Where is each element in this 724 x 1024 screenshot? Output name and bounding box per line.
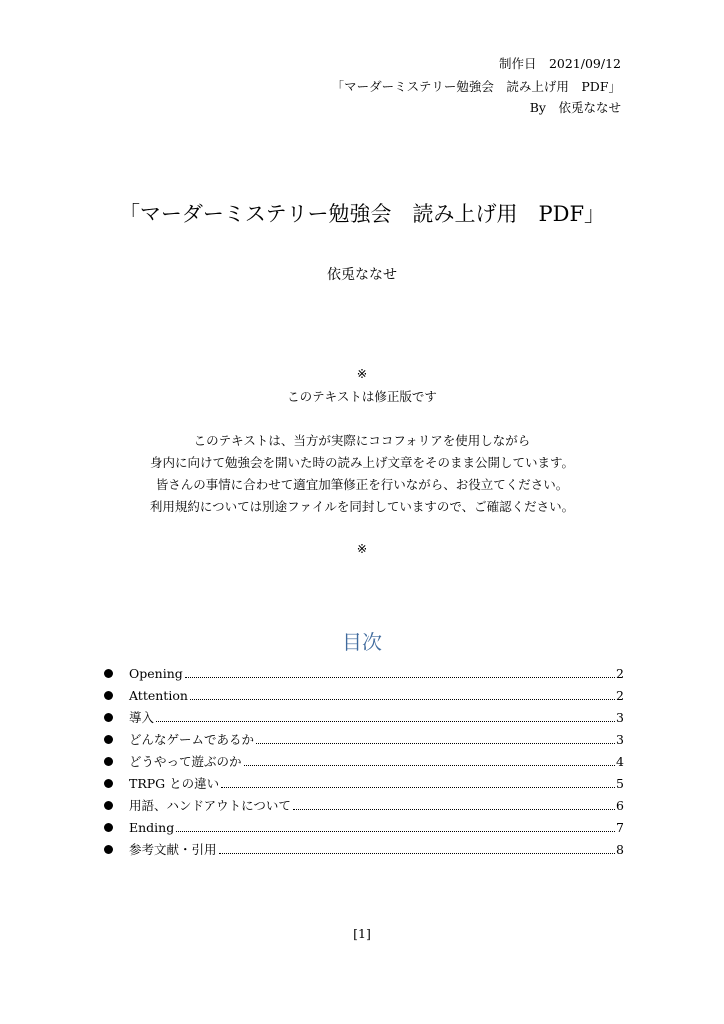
toc-item[interactable] xyxy=(104,750,624,772)
toc-item-page: 3 xyxy=(616,731,624,747)
bullet-icon xyxy=(104,845,113,854)
dot-leader xyxy=(176,831,615,832)
table-of-contents xyxy=(104,662,624,860)
dot-leader xyxy=(185,677,615,678)
toc-item[interactable] xyxy=(104,816,624,838)
toc-item-label: どんなゲームであるか xyxy=(129,732,255,747)
bullet-icon xyxy=(104,735,113,744)
toc-item-page: 2 xyxy=(616,665,624,681)
toc-item-label: Opening xyxy=(129,665,183,681)
toc-item[interactable] xyxy=(104,684,624,706)
notice-line-3: 皆さんの事情に合わせて適宜加筆修正を行いながら、お役立てください。 xyxy=(155,477,569,492)
toc-item[interactable] xyxy=(104,662,624,684)
notice-line-2: 身内に向けて勉強会を開いた時の読み上げ文章をそのまま公開しています。 xyxy=(149,455,574,470)
notice-mark-top: ※ xyxy=(356,366,368,381)
toc-item-label: Attention xyxy=(129,687,188,703)
header-author: By 依兎ななせ xyxy=(529,100,621,115)
dot-leader xyxy=(293,809,615,810)
toc-item[interactable] xyxy=(104,838,624,860)
header-date: 制作日 2021/09/12 xyxy=(498,56,621,71)
bullet-icon xyxy=(104,801,113,810)
notice-revised: このテキストは修正版です xyxy=(287,389,437,404)
document-author: 依兎ななせ xyxy=(327,267,397,283)
toc-item-page: 4 xyxy=(616,753,624,769)
toc-item[interactable] xyxy=(104,728,624,750)
toc-item-label: どうやって遊ぶのか xyxy=(129,754,242,769)
bullet-icon xyxy=(104,691,113,700)
toc-item-page: 7 xyxy=(616,819,624,835)
toc-item-page: 3 xyxy=(616,709,624,725)
document-title: 「マーダーミステリー勉強会 読み上げ用 PDF」 xyxy=(118,202,606,226)
toc-item-label: 用語、ハンドアウトについて xyxy=(129,798,291,813)
toc-item[interactable] xyxy=(104,772,624,794)
bullet-icon xyxy=(104,779,113,788)
notice-mark-bottom: ※ xyxy=(356,541,368,556)
dot-leader xyxy=(244,765,616,766)
toc-item-page: 2 xyxy=(616,687,624,703)
toc-item-page: 8 xyxy=(616,841,624,857)
bullet-icon xyxy=(104,669,113,678)
page-number: [1] xyxy=(353,926,371,941)
dot-leader xyxy=(190,699,615,700)
dot-leader xyxy=(219,853,616,854)
toc-item-label: 導入 xyxy=(129,710,155,725)
notice-line-1: このテキストは、当方が実際にココフォリアを使用しながら xyxy=(193,433,531,448)
bullet-icon xyxy=(104,757,113,766)
toc-item-page: 5 xyxy=(616,775,624,791)
bullet-icon xyxy=(104,823,113,832)
toc-item-label: TRPG との違い xyxy=(129,776,220,791)
dot-leader xyxy=(156,721,615,722)
toc-item[interactable] xyxy=(104,794,624,816)
dot-leader xyxy=(221,787,615,788)
header-title: 「マーダーミステリー勉強会 読み上げ用 PDF」 xyxy=(331,79,621,94)
bullet-icon xyxy=(104,713,113,722)
toc-item-label: Ending xyxy=(129,819,175,835)
toc-item[interactable] xyxy=(104,706,624,728)
notice-line-4: 利用規約については別途ファイルを同封していますので、ご確認ください。 xyxy=(149,499,575,514)
toc-item-page: 6 xyxy=(616,797,624,813)
toc-heading: 目次 xyxy=(342,630,382,654)
dot-leader xyxy=(256,743,615,744)
toc-item-label: 参考文献・引用 xyxy=(129,842,217,857)
